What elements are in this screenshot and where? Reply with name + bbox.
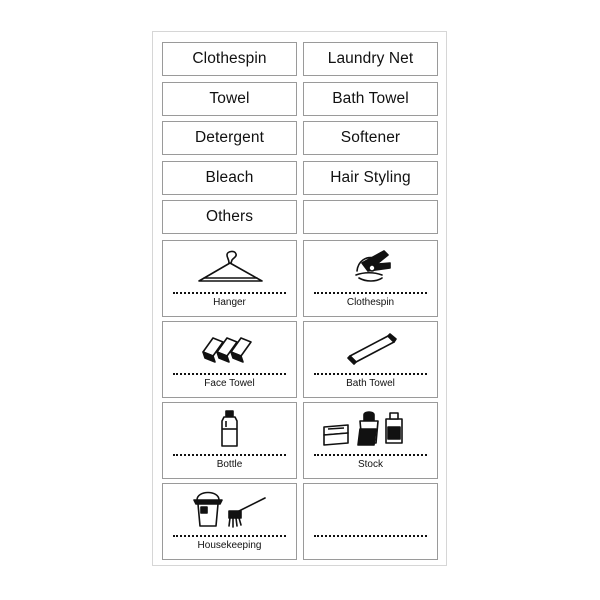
writing-line (173, 292, 286, 294)
label-softener[interactable]: Softener (303, 121, 438, 155)
label-bleach[interactable]: Bleach (162, 161, 297, 195)
housekeeping-icon (163, 484, 298, 534)
icon-label-bottle[interactable] (162, 402, 297, 479)
caption: Face Towel (204, 378, 255, 389)
caption: Clothespin (346, 297, 395, 308)
label-hair-styling[interactable]: Hair Styling (303, 161, 438, 195)
icon-label-housekeeping[interactable] (162, 483, 297, 560)
label-bath-towel[interactable]: Bath Towel (303, 82, 438, 116)
writing-line (314, 454, 427, 456)
label-clothespin[interactable]: Clothespin (162, 42, 297, 76)
face-towel-icon (163, 322, 298, 372)
label-towel[interactable]: Towel (162, 82, 297, 116)
writing-line (314, 292, 427, 294)
label-sticker-sheet (152, 31, 447, 566)
writing-line (314, 373, 427, 375)
icon-label-hanger[interactable] (162, 240, 297, 317)
writing-line (173, 373, 286, 375)
writing-line (173, 454, 286, 456)
stock-icon (304, 403, 439, 453)
icon-label-clothespin[interactable] (303, 240, 438, 317)
bath-towel-icon (304, 322, 439, 372)
icon-label-blank[interactable] (303, 483, 438, 560)
writing-line (314, 535, 427, 537)
caption: Bottle (216, 459, 243, 470)
caption: Hanger (213, 297, 246, 308)
label-others[interactable]: Others (162, 200, 297, 234)
clothespin-icon (304, 241, 439, 291)
caption: Stock (357, 459, 383, 470)
hanger-icon (163, 241, 298, 291)
label-detergent[interactable]: Detergent (162, 121, 297, 155)
caption: Housekeeping (197, 540, 262, 551)
label-blank[interactable] (303, 200, 438, 234)
label-laundry-net[interactable]: Laundry Net (303, 42, 438, 76)
writing-line (173, 535, 286, 537)
icon-label-stock[interactable] (303, 402, 438, 479)
bottle-icon (163, 403, 298, 453)
icon-label-face-towel[interactable] (162, 321, 297, 398)
caption: Bath Towel (346, 378, 395, 389)
icon-label-bath-towel[interactable] (303, 321, 438, 398)
